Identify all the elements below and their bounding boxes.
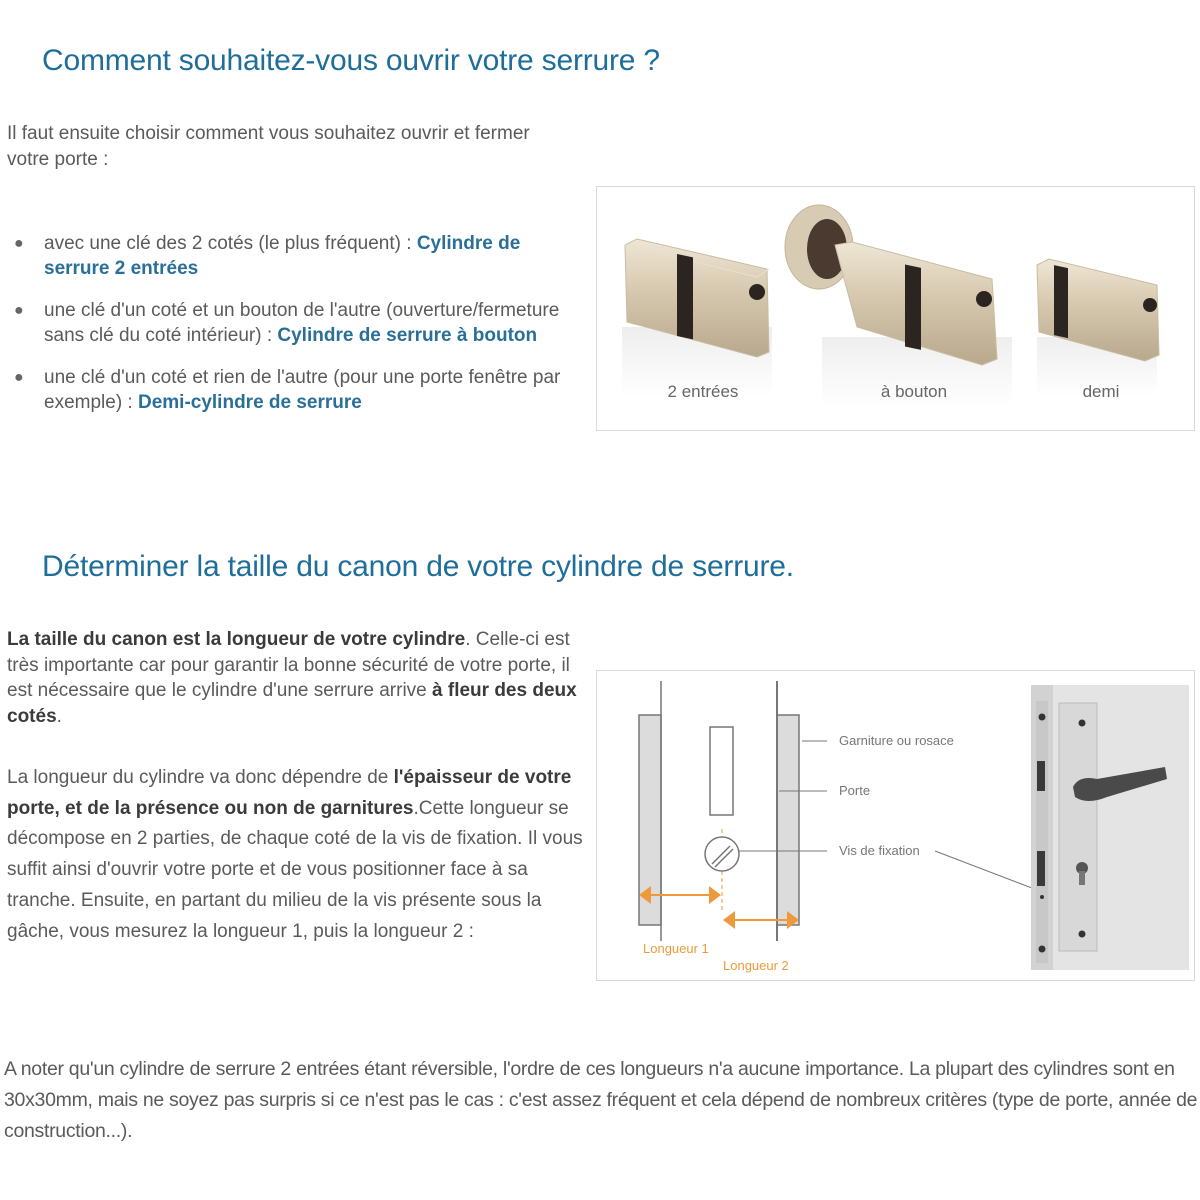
caption-demi: demi <box>1082 382 1120 401</box>
bullet-icon: ● <box>14 369 24 386</box>
size-p1-bold-lead: La taille du canon est la longueur de votre cylindre <box>7 629 466 650</box>
cylinder-types-image <box>596 186 1195 431</box>
door-handle-photo <box>1031 685 1189 970</box>
caption-2-entrees: 2 entrées <box>667 382 739 401</box>
strike-plate-shape <box>710 727 733 815</box>
option-item <box>0 231 580 281</box>
caption-a-bouton: à bouton <box>880 382 948 401</box>
cylinder-a-bouton-icon <box>785 205 1012 407</box>
cylinder-demi-icon <box>1037 259 1159 397</box>
size-p2-text-start: La longueur du cylindre va donc dépendre de <box>7 767 394 788</box>
link-demi-cylindre[interactable]: Demi-cylindre de serrure <box>137 392 362 413</box>
size-paragraph-2 <box>7 763 587 947</box>
measurement-diagram <box>596 670 1195 981</box>
link-cylindre-2-entrees[interactable]: Cylindre de serrure 2 entrées <box>44 233 521 279</box>
link-cylindre-a-bouton[interactable]: Cylindre de serrure à bouton <box>277 325 538 346</box>
note-paragraph: A noter qu'un cylindre de serrure 2 entrées étant réversible, l'ordre de ces longueurs n'a aucune importance. La plupart des cylindres sont en 30x30mm, mais ne soyez pas surpris si ce n'est pas le cas : c'est assez fréquent et cela dépend de nombreux critères (type de porte, année de construction...). <box>4 1058 1198 1142</box>
label-longueur-2: Longueur 2 <box>723 958 789 973</box>
measurement-diagram-svg <box>597 671 1194 980</box>
label-porte: Porte <box>839 783 871 798</box>
cylinder-2-entrees-icon <box>622 239 772 397</box>
option-item <box>0 365 580 415</box>
label-longueur-1: Longueur 1 <box>643 941 709 956</box>
size-p1-text: . Celle-ci est très importante car pour garantir la bonne sécurité de votre porte, il est nécessaire que le cylindre d'une serrure arrive <box>7 629 570 701</box>
leader-vis-photo <box>935 851 1045 893</box>
intro-text: Il faut ensuite choisir comment vous souhaitez ouvrir et fermer votre porte : <box>7 123 530 170</box>
section-heading-open: Comment souhaitez-vous ouvrir votre serrure ? <box>42 44 660 77</box>
option-text: avec une clé des 2 cotés (le plus fréquent) : <box>44 233 417 254</box>
bullet-icon: ● <box>14 235 24 252</box>
size-p2-bold: l'épaisseur de votre porte, et de la présence ou non de garnitures <box>7 767 572 819</box>
bullet-icon: ● <box>14 302 24 319</box>
size-p1-bold-end: à fleur des deux cotés <box>7 680 577 727</box>
section-heading-size: Déterminer la taille du canon de votre cylindre de serrure. <box>42 550 794 583</box>
option-text: une clé d'un coté et rien de l'autre (pour une porte fenêtre par exemple) : <box>44 367 561 413</box>
size-p2-text-end: .Cette longueur se décompose en 2 parties, de chaque coté de la vis de fixation. Il vous suffit ainsi d'ouvrir votre porte et de vous positionner face à sa tranche. Ensuite, en partant du milieu de la vis présente sous la gâche, vous mesurez la longueur 1, puis la longueur 2 : <box>7 797 583 942</box>
cylinder-types-illustration <box>597 187 1194 430</box>
option-text: une clé d'un coté et un bouton de l'autre (ouverture/fermeture sans clé du coté intérieur) : <box>44 300 560 346</box>
arrow-longueur-2 <box>723 911 799 929</box>
label-vis: Vis de fixation <box>839 843 920 858</box>
right-garniture-shape <box>777 715 799 925</box>
option-item <box>0 298 580 348</box>
options-list <box>0 231 580 432</box>
size-p1-end: . <box>56 705 62 727</box>
size-paragraph-1 <box>7 627 587 729</box>
label-garniture: Garniture ou rosace <box>839 733 954 748</box>
